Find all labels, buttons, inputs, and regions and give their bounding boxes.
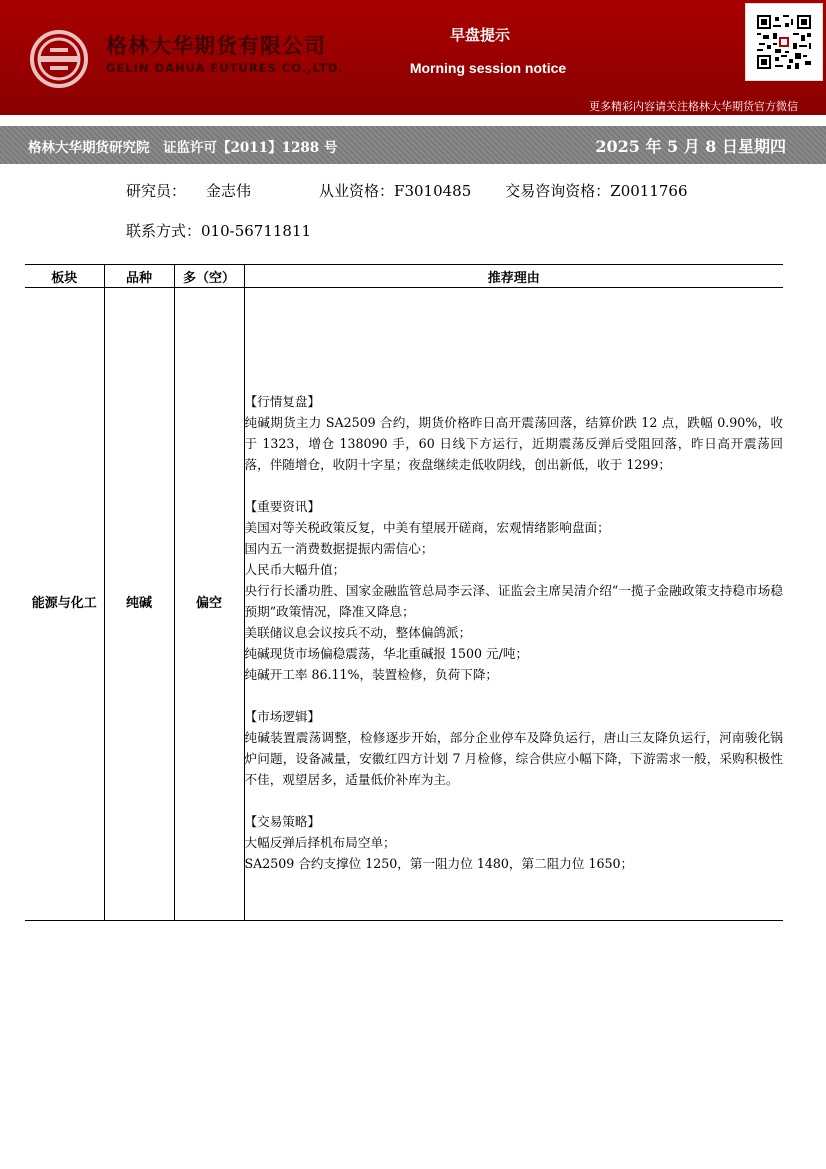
researcher-name: 金志伟 [206, 182, 252, 200]
contact-value: 010-56711811 [201, 222, 312, 240]
analyst-info [126, 180, 688, 201]
header-direction: 多（空） [174, 265, 244, 288]
contact-label: 联系方式： [126, 222, 202, 240]
key-news-section [245, 496, 784, 685]
section-line: 纯碱期货主力 SA2509 合约，期货价格昨日高开震荡回落，结算价跌 12 点，跌幅 0.90%，收于 1323，增仓 138090 手，60 日线下方运行，近期震荡反弹后受阻回落，昨日高开震荡回落，伴随增仓，收阴十字星；夜盘继续走低收阴线，创出新低，收于 1299； [244, 414, 783, 472]
page-title-en: Morning session notice [409, 60, 567, 76]
section-title: 【交易策略】 [244, 813, 321, 829]
header-reason: 推荐理由 [244, 265, 783, 288]
header-product: 品种 [104, 265, 174, 288]
qualification-label: 从业资格： [319, 182, 395, 200]
section-line: 大幅反弹后择机布局空单； [244, 834, 396, 850]
company-name-en: GELIN DAHUA FUTURES CO.,LTD. [106, 61, 344, 75]
product-cell: 纯碱 [104, 288, 174, 921]
report-date: 2025 年 5 月 8 日星期四 [595, 137, 786, 156]
direction-cell: 偏空 [174, 288, 244, 921]
institute-bar [0, 126, 826, 164]
section-line: 纯碱装置震荡调整，检修逐步开始，部分企业停车及降负运行，唐山三友降负运行，河南骏化锅炉问题，设备减量，安徽红四方计划 7 月检修，综合供应小幅下降，下游需求一般，采购积极性不佳，观望居多，适量低价补库为主。 [244, 729, 783, 787]
wechat-qr-code-icon [745, 3, 823, 81]
page-title-cn: 早盘提示 [449, 26, 510, 44]
header-banner [0, 0, 826, 115]
recommendation-table [25, 264, 783, 921]
section-line: SA2509 合约支撑位 1250，第一阻力位 1480，第二阻力位 1650； [244, 855, 634, 871]
consult-label: 交易咨询资格： [505, 182, 611, 200]
section-line: 美联储议息会议按兵不动，整体偏鸽派； [244, 624, 472, 640]
section-line: 美国对等关税政策反复，中美有望展开磋商，宏观情绪影响盘面； [244, 519, 610, 535]
institute-license: 格林大华期货研究院 证监许可【2011】1288 号 [28, 140, 338, 156]
market-review-section [245, 391, 784, 475]
sector-cell: 能源与化工 [25, 288, 104, 921]
qualification-value: F3010485 [394, 182, 472, 200]
section-line: 央行行长潘功胜、国家金融监管总局李云泽、证监会主席吴清介绍“一揽子金融政策支持稳市场稳预期”政策情况，降准又降息； [244, 582, 783, 619]
reason-cell [244, 288, 783, 921]
section-title: 【市场逻辑】 [244, 708, 321, 724]
company-logo-icon [30, 30, 88, 88]
researcher-label: 研究员： [126, 182, 187, 200]
contact-info [126, 220, 311, 241]
section-line: 国内五一消费数据提振内需信心； [244, 540, 434, 556]
wechat-follow-note: 更多精彩内容请关注格林大华期货官方微信 [589, 100, 798, 113]
table-header-row [25, 265, 783, 288]
section-title: 【行情复盘】 [244, 393, 321, 409]
trading-strategy-section [245, 811, 784, 874]
header-sector: 板块 [25, 265, 104, 288]
consult-value: Z0011766 [610, 182, 688, 200]
section-line: 纯碱现货市场偏稳震荡，华北重碱报 1500 元/吨； [244, 645, 529, 661]
section-title: 【重要资讯】 [244, 498, 321, 514]
company-name-cn: 格林大华期货有限公司 [106, 34, 326, 58]
section-line: 纯碱开工率 86.11%，装置检修，负荷下降； [244, 666, 499, 682]
table-row [25, 288, 783, 921]
market-logic-section [245, 706, 784, 790]
section-line: 人民币大幅升值； [244, 561, 346, 577]
